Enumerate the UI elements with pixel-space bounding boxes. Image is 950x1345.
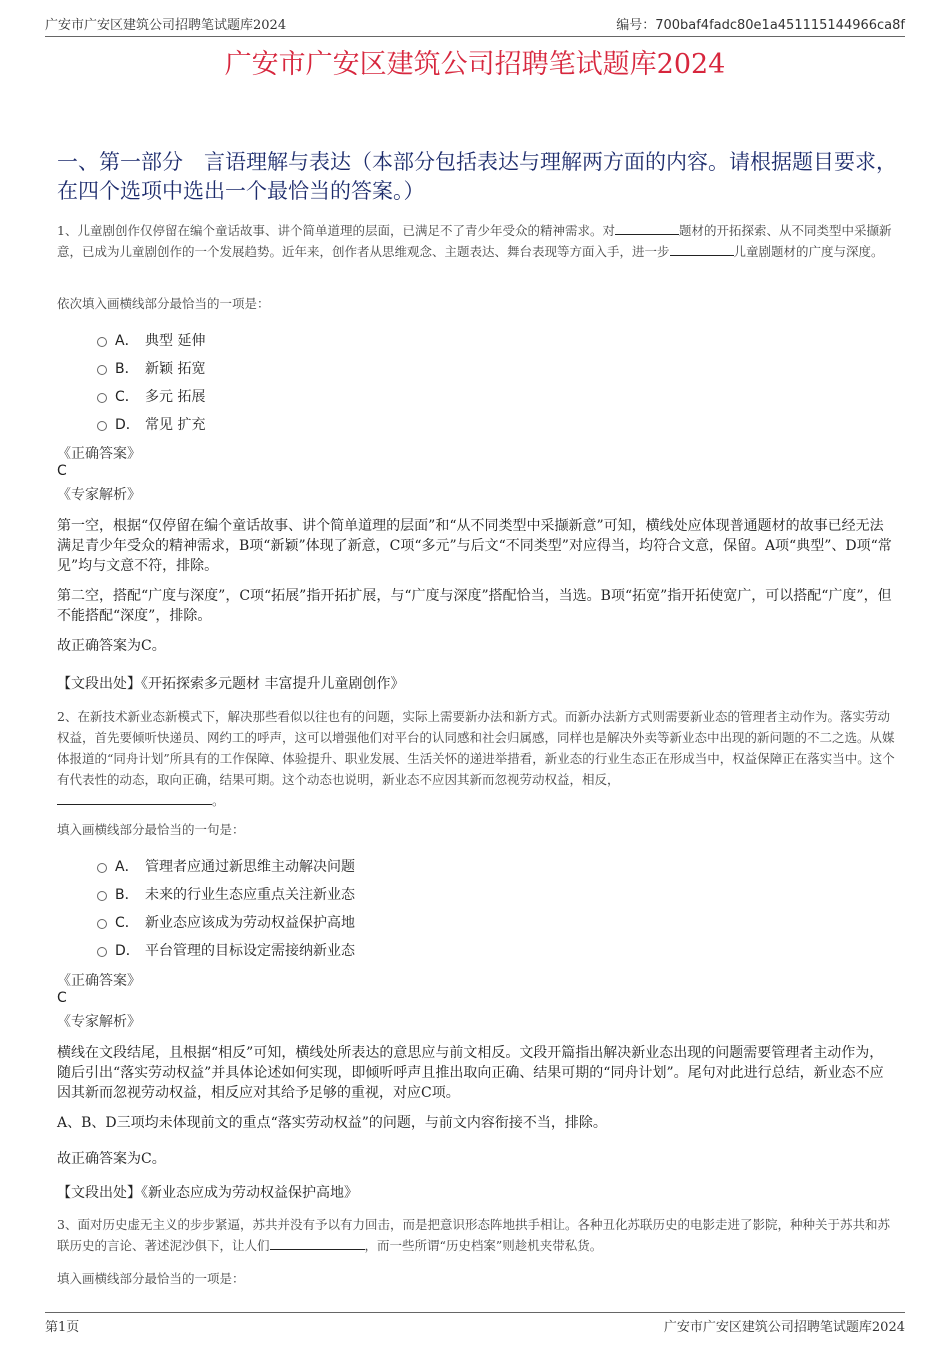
option-c[interactable]: C． 新业态应该成为劳动权益保护高地 [97,908,355,936]
radio-icon[interactable] [97,919,107,929]
correct-answer-value: C [57,990,67,1006]
radio-icon[interactable] [97,421,107,431]
analysis-paragraph: 第一空，根据“仅停留在编个童话故事、讲个简单道理的层面”和“从不同类型中采撷新意”可知，横线处应体现普通题材的故事已经无法满足青少年受众的精神需求，B项“新颖”体现了新意，C项“多元”与后文“不同类型”对应得当，均符合文意，保留。A项“典型”、D项“常见”均与文意不符，排除。 [57,518,892,574]
source-citation: 【文段出处】《开拓探索多元题材 丰富提升儿童剧创作》 [57,676,405,692]
fill-blank [270,1236,365,1250]
analysis-conclusion: 故正确答案为C。 [57,638,166,654]
expert-analysis-label: 《专家解析》 [57,487,141,503]
option-a[interactable]: A． 典型 延伸 [97,326,205,354]
option-d[interactable]: D． 常见 扩充 [97,410,205,438]
radio-icon[interactable] [97,891,107,901]
section-heading: 一、第一部分 言语理解与表达（本部分包括表达与理解两方面的内容。请根据题目要求，在四个选项中选出一个最恰当的答案。） [57,150,897,203]
page-number: 第1页 [45,1320,80,1335]
analysis-conclusion: 故正确答案为C。 [57,1151,166,1167]
header-doc-id: 编号：700baf4fadc80e1a451115144966ca8f [616,18,905,33]
question-1-prompt: 依次填入画横线部分最恰当的一项是： [57,296,270,311]
radio-icon[interactable] [97,365,107,375]
question-3-stem: 3、面对历史虚无主义的步步紧逼，苏共并没有予以有力回击，而是把意识形态阵地拱手相让。各种丑化苏联历史的电影走进了影院，种种关于苏共和苏联历史的言论、著述泥沙俱下，让人们 ，而一些所谓“历史档案”则趁机夹带私货。 [57,1217,890,1253]
fill-blank [57,791,212,805]
expert-analysis-label: 《专家解析》 [57,1014,141,1030]
fill-blank [615,221,679,235]
radio-icon[interactable] [97,947,107,957]
question-3-prompt: 填入画横线部分最恰当的一项是： [57,1271,245,1286]
correct-answer-label: 《正确答案》 [57,973,141,989]
radio-icon[interactable] [97,863,107,873]
question-2-stem: 2、在新技术新业态新模式下，解决那些看似以往也有的问题，实际上需要新办法和新方式。而新办法新方式则需要新业态的管理者主动作为。落实劳动权益，首先要倾听快递员、网约工的呼声，这可以增强他们对平台的认同感和社会归属感，同样也是解决外卖等新业态中出现的新问题的不二之选。从媒体报道的“同舟计划”所具有的工作保障、体验提升、职业发展、生活关怀的递进举措看，新业态的行业生态正在形成当中，权益保障正在落实当中。这个有代表性的动态，取向正确，结果可期。这个动态也说明，新业态不应因其新而忽视劳动权益，相反， 。 [57,709,895,808]
header-doc-title: 广安市广安区建筑公司招聘笔试题库2024 [45,18,287,33]
footer-doc-title: 广安市广安区建筑公司招聘笔试题库2024 [663,1320,905,1335]
correct-answer-value: C [57,463,67,479]
radio-icon[interactable] [97,393,107,403]
option-a[interactable]: A． 管理者应通过新思维主动解决问题 [97,852,355,880]
option-d[interactable]: D． 平台管理的目标设定需接纳新业态 [97,936,355,964]
question-2-prompt: 填入画横线部分最恰当的一句是： [57,822,245,837]
page-header [45,14,905,37]
option-c[interactable]: C． 多元 拓展 [97,382,205,410]
analysis-paragraph: 横线在文段结尾，且根据“相反”可知，横线处所表达的意思应与前文相反。文段开篇指出解决新业态出现的问题需要管理者主动作为，随后引出“落实劳动权益”并具体论述如何实现，即倾听呼声且推出取向正确、结果可期的“同舟计划”。尾句对此进行总结，新业态不应因其新而忽视劳动权益，相反应对其给予足够的重视，对应C项。 [57,1045,884,1101]
question-1-options [97,326,205,438]
analysis-paragraph: 第二空，搭配“广度与深度”，C项“拓展”指开拓扩展，与“广度与深度”搭配恰当，当选。B项“拓宽”指开拓使宽广，可以搭配“广度”，但不能搭配“深度”，排除。 [57,588,892,624]
fill-blank [670,242,734,256]
page-title: 广安市广安区建筑公司招聘笔试题库2024 [224,49,726,80]
radio-icon[interactable] [97,337,107,347]
option-b[interactable]: B． 未来的行业生态应重点关注新业态 [97,880,355,908]
page-footer [45,1312,905,1335]
analysis-paragraph: A、B、D三项均未体现前文的重点“落实劳动权益”的问题，与前文内容衔接不当，排除。 [57,1115,607,1131]
source-citation: 【文段出处】《新业态应成为劳动权益保护高地》 [57,1185,358,1201]
option-b[interactable]: B． 新颖 拓宽 [97,354,205,382]
question-1-stem: 1、儿童剧创作仅停留在编个童话故事、讲个简单道理的层面，已满足不了青少年受众的精神需求。对 题材的开拓探索、从不同类型中采撷新意，已成为儿童剧创作的一个发展趋势。近年来，创作者从思维观念、主题表达、舞台表现等方面入手，进一步 儿童剧题材的广度与深度。 [57,223,892,259]
question-2-options [97,852,355,964]
correct-answer-label: 《正确答案》 [57,446,141,462]
